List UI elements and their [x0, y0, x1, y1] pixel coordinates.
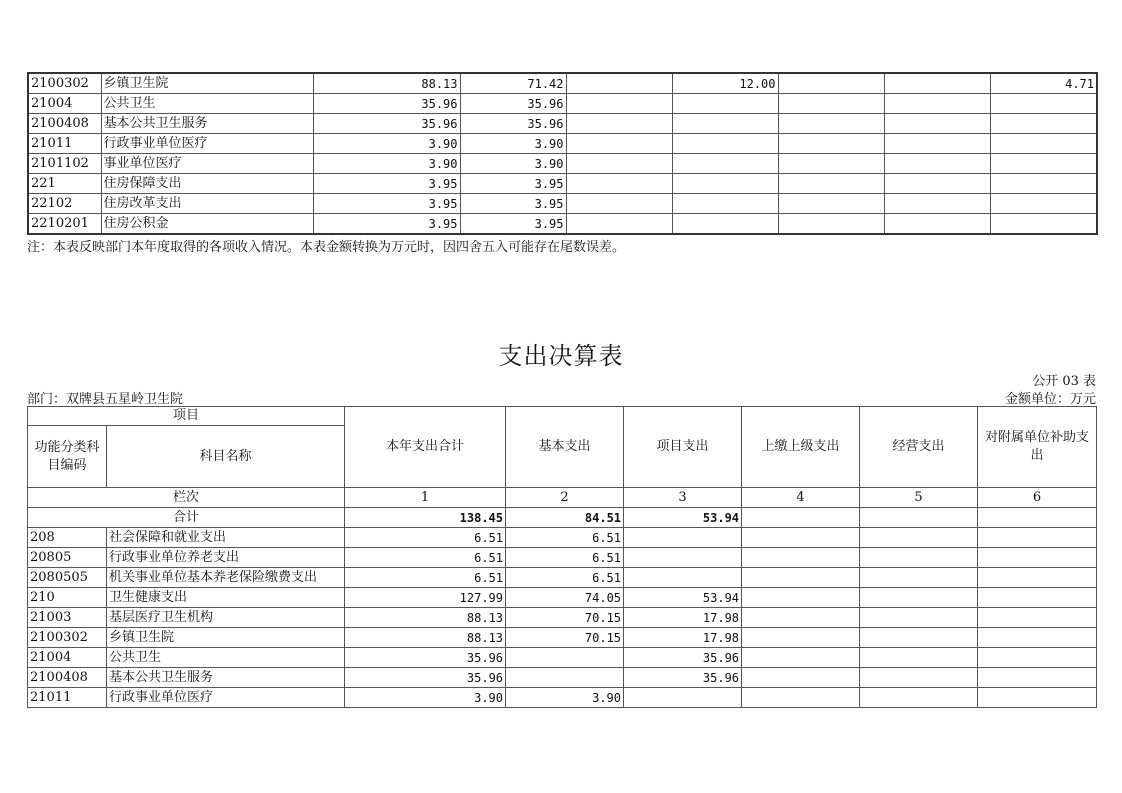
header-col1: 本年支出合计 [345, 407, 506, 488]
amount-cell: 12.00 [672, 73, 778, 94]
amount-cell [778, 114, 884, 134]
amount-cell: 6.51 [506, 528, 624, 548]
amount-cell [778, 94, 884, 114]
amount-cell [990, 134, 1097, 154]
lanci-cell: 3 [624, 488, 742, 508]
amount-cell [672, 94, 778, 114]
amount-cell [884, 134, 990, 154]
amount-cell: 53.94 [624, 588, 742, 608]
amount-cell [990, 114, 1097, 134]
income-table [27, 72, 1098, 235]
amount-cell [990, 94, 1097, 114]
amount-cell: 35.96 [460, 114, 566, 134]
amount-cell [742, 588, 860, 608]
amount-cell: 3.90 [506, 688, 624, 708]
amount-cell [566, 94, 672, 114]
amount-cell [978, 668, 1097, 688]
table-row [28, 688, 1097, 708]
amount-cell: 35.96 [460, 94, 566, 114]
table-row [28, 608, 1097, 628]
total-cell [860, 508, 978, 528]
amount-cell [884, 154, 990, 174]
amount-cell [672, 154, 778, 174]
amount-cell [778, 154, 884, 174]
amount-cell [860, 588, 978, 608]
total-label: 合计 [28, 508, 345, 528]
amount-cell: 3.95 [313, 194, 460, 214]
header-col2: 基本支出 [506, 407, 624, 488]
amount-cell [742, 648, 860, 668]
amount-cell: 35.96 [624, 648, 742, 668]
income-note: 注：本表反映部门本年度取得的各项收入情况。本表金额转换为万元时，因四舍五入可能存在尾数误差。 [27, 240, 626, 255]
table-row [28, 194, 1097, 214]
amount-cell [742, 608, 860, 628]
table-row [28, 588, 1097, 608]
lanci-label: 栏次 [28, 488, 345, 508]
name-cell: 行政事业单位医疗 [101, 134, 313, 154]
header-func-code: 功能分类科目编码 [28, 426, 107, 488]
amount-cell: 88.13 [313, 73, 460, 94]
amount-cell [860, 528, 978, 548]
department-label: 部门：双牌县五星岭卫生院 [27, 392, 184, 407]
amount-cell: 3.95 [313, 214, 460, 235]
amount-cell [860, 648, 978, 668]
name-cell: 卫生健康支出 [107, 588, 345, 608]
header-col5: 经营支出 [860, 407, 978, 488]
amount-cell [778, 73, 884, 94]
code-cell: 210 [28, 588, 107, 608]
amount-cell [860, 608, 978, 628]
page-title: 支出决算表 [498, 342, 624, 370]
name-cell: 住房保障支出 [101, 174, 313, 194]
table-row [28, 94, 1097, 114]
amount-cell: 6.51 [506, 548, 624, 568]
total-cell [978, 508, 1097, 528]
code-cell: 2100302 [28, 628, 107, 648]
form-code: 公开 03 表 [1032, 374, 1096, 389]
amount-cell [860, 628, 978, 648]
amount-cell: 6.51 [345, 568, 506, 588]
header-col4: 上缴上级支出 [742, 407, 860, 488]
amount-cell: 35.96 [345, 668, 506, 688]
name-cell: 基层医疗卫生机构 [107, 608, 345, 628]
amount-cell [672, 174, 778, 194]
amount-cell [884, 194, 990, 214]
amount-cell [884, 174, 990, 194]
amount-cell [624, 568, 742, 588]
amount-cell [672, 134, 778, 154]
expense-table-body [28, 528, 1097, 708]
name-cell: 行政事业单位医疗 [107, 688, 345, 708]
amount-cell [978, 628, 1097, 648]
amount-cell: 74.05 [506, 588, 624, 608]
amount-cell [742, 548, 860, 568]
header-item: 项目 [28, 407, 345, 426]
amount-cell [566, 114, 672, 134]
name-cell: 乡镇卫生院 [107, 628, 345, 648]
lanci-cell: 4 [742, 488, 860, 508]
amount-cell: 4.71 [990, 73, 1097, 94]
amount-cell: 17.98 [624, 608, 742, 628]
amount-cell [978, 688, 1097, 708]
unit-label: 金额单位：万元 [1004, 392, 1096, 407]
code-cell: 21004 [28, 94, 101, 114]
amount-cell [884, 73, 990, 94]
name-cell: 基本公共卫生服务 [101, 114, 313, 134]
amount-cell [566, 154, 672, 174]
expense-table [27, 406, 1097, 708]
name-cell: 机关事业单位基本养老保险缴费支出 [107, 568, 345, 588]
table-row [28, 648, 1097, 668]
amount-cell: 127.99 [345, 588, 506, 608]
amount-cell: 6.51 [345, 548, 506, 568]
name-cell: 行政事业单位养老支出 [107, 548, 345, 568]
amount-cell: 35.96 [313, 94, 460, 114]
amount-cell: 35.96 [345, 648, 506, 668]
name-cell: 事业单位医疗 [101, 154, 313, 174]
amount-cell [860, 548, 978, 568]
amount-cell [672, 214, 778, 235]
code-cell: 21011 [28, 134, 101, 154]
table-row [28, 628, 1097, 648]
amount-cell [624, 688, 742, 708]
table-row [28, 528, 1097, 548]
amount-cell [624, 528, 742, 548]
amount-cell [506, 668, 624, 688]
amount-cell: 6.51 [345, 528, 506, 548]
amount-cell [978, 568, 1097, 588]
amount-cell [990, 214, 1097, 235]
amount-cell [778, 134, 884, 154]
amount-cell: 3.95 [460, 194, 566, 214]
amount-cell [990, 174, 1097, 194]
amount-cell [672, 114, 778, 134]
name-cell: 公共卫生 [107, 648, 345, 668]
code-cell: 2080505 [28, 568, 107, 588]
total-cell: 138.45 [345, 508, 506, 528]
amount-cell [742, 528, 860, 548]
total-cell: 84.51 [506, 508, 624, 528]
lanci-cell: 2 [506, 488, 624, 508]
amount-cell [860, 688, 978, 708]
name-cell: 乡镇卫生院 [101, 73, 313, 94]
table-row [28, 154, 1097, 174]
amount-cell [742, 668, 860, 688]
table-row [28, 134, 1097, 154]
name-cell: 住房改革支出 [101, 194, 313, 214]
amount-cell [566, 214, 672, 235]
name-cell: 基本公共卫生服务 [107, 668, 345, 688]
table-row [28, 214, 1097, 235]
code-cell: 208 [28, 528, 107, 548]
code-cell: 2100302 [28, 73, 101, 94]
amount-cell: 3.90 [345, 688, 506, 708]
amount-cell: 3.90 [460, 134, 566, 154]
amount-cell: 71.42 [460, 73, 566, 94]
lanci-row [28, 488, 1097, 508]
lanci-cell: 1 [345, 488, 506, 508]
amount-cell [672, 194, 778, 214]
lanci-cell: 5 [860, 488, 978, 508]
table-row [28, 114, 1097, 134]
amount-cell [566, 134, 672, 154]
table-row [28, 174, 1097, 194]
header-subject-name: 科目名称 [107, 426, 345, 488]
amount-cell: 3.90 [313, 154, 460, 174]
total-cell [742, 508, 860, 528]
amount-cell: 70.15 [506, 608, 624, 628]
code-cell: 221 [28, 174, 101, 194]
amount-cell: 35.96 [313, 114, 460, 134]
amount-cell [884, 114, 990, 134]
amount-cell [566, 194, 672, 214]
code-cell: 21011 [28, 688, 107, 708]
name-cell: 社会保障和就业支出 [107, 528, 345, 548]
name-cell: 住房公积金 [101, 214, 313, 235]
amount-cell: 70.15 [506, 628, 624, 648]
amount-cell: 3.95 [460, 174, 566, 194]
amount-cell [742, 628, 860, 648]
code-cell: 2210201 [28, 214, 101, 235]
amount-cell: 3.95 [313, 174, 460, 194]
amount-cell: 88.13 [345, 628, 506, 648]
code-cell: 22102 [28, 194, 101, 214]
amount-cell [778, 214, 884, 235]
total-cell: 53.94 [624, 508, 742, 528]
amount-cell [566, 73, 672, 94]
amount-cell [978, 528, 1097, 548]
amount-cell [978, 648, 1097, 668]
amount-cell [990, 154, 1097, 174]
amount-cell [978, 608, 1097, 628]
table-row [28, 568, 1097, 588]
table-row [28, 668, 1097, 688]
amount-cell: 35.96 [624, 668, 742, 688]
amount-cell: 88.13 [345, 608, 506, 628]
amount-cell [860, 668, 978, 688]
amount-cell: 3.90 [313, 134, 460, 154]
amount-cell: 17.98 [624, 628, 742, 648]
code-cell: 21004 [28, 648, 107, 668]
amount-cell: 3.95 [460, 214, 566, 235]
amount-cell [624, 548, 742, 568]
amount-cell [884, 94, 990, 114]
header-col6: 对附属单位补助支出 [978, 407, 1097, 488]
amount-cell: 3.90 [460, 154, 566, 174]
name-cell: 公共卫生 [101, 94, 313, 114]
table-row [28, 73, 1097, 94]
amount-cell [978, 548, 1097, 568]
code-cell: 2101102 [28, 154, 101, 174]
amount-cell [978, 588, 1097, 608]
table-row [28, 548, 1097, 568]
amount-cell [860, 568, 978, 588]
amount-cell [742, 688, 860, 708]
code-cell: 2100408 [28, 114, 101, 134]
amount-cell [778, 194, 884, 214]
amount-cell [778, 174, 884, 194]
amount-cell [566, 174, 672, 194]
code-cell: 2100408 [28, 668, 107, 688]
amount-cell: 6.51 [506, 568, 624, 588]
amount-cell [884, 214, 990, 235]
lanci-cell: 6 [978, 488, 1097, 508]
code-cell: 21003 [28, 608, 107, 628]
code-cell: 20805 [28, 548, 107, 568]
amount-cell [990, 194, 1097, 214]
amount-cell [742, 568, 860, 588]
amount-cell [506, 648, 624, 668]
income-table-body [28, 73, 1097, 234]
header-col3: 项目支出 [624, 407, 742, 488]
total-row [28, 508, 1097, 528]
